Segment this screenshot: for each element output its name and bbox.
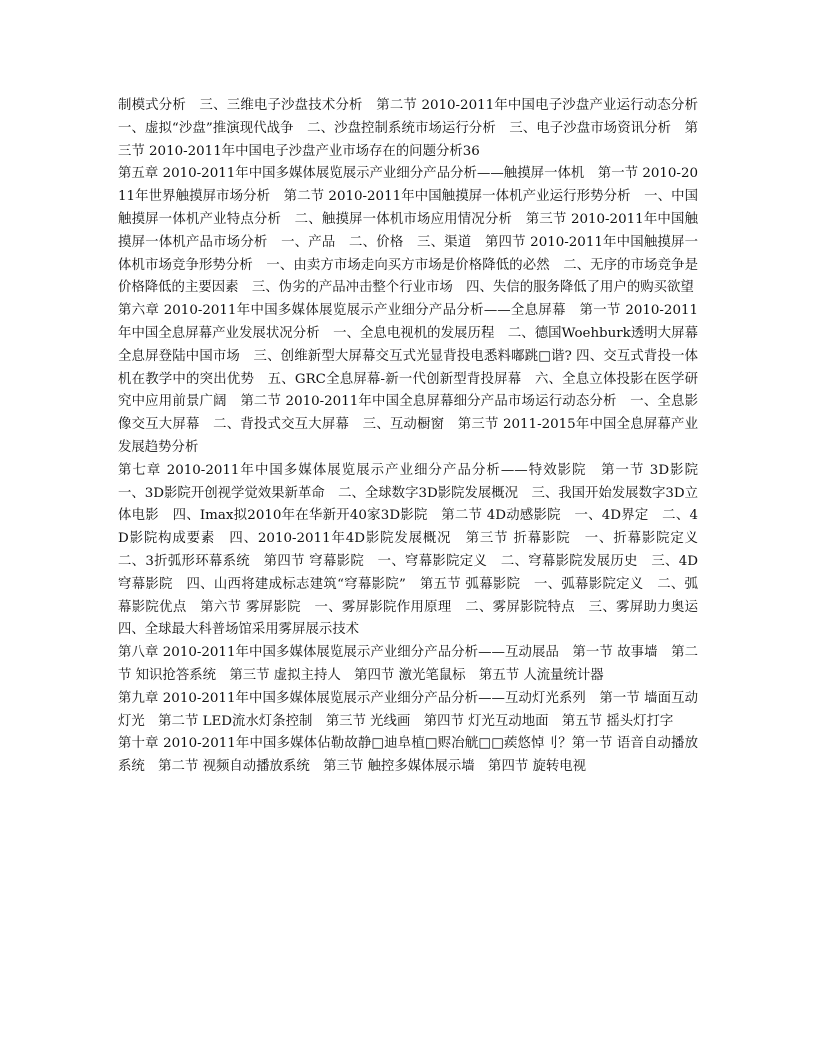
paragraph-chapter8: 第八章 2010-2011年中国多媒体展览展示产业细分产品分析——互动展品 第一节 故事墙 第二节 知识抢答系统 第三节 虚拟主持人 第四节 激光笔鼠标 第五节 人流量统计器 [118,645,698,683]
paragraph-chapter9: 第九章 2010-2011年中国多媒体展览展示产业细分产品分析——互动灯光系列 第一节 墙面互动灯光 第二节 LED流水灯条控制 第三节 光线画 第四节 灯光互动地面 第五节 摇头灯打字 [118,690,698,729]
paragraph-chapter7: 第七章 2010-2011年中国多媒体展览展示产业细分产品分析——特效影院 第一节 3D影院 一、3D影院开创视学觉效果新革命 二、全球数字3D影院发展概况 三、我国开始发展数字3D立体电影 四、Imax拟2010年在华新开40家3D影院 第二节 4D动感影院 一、4D界定 二、4D影院构成要素 四、2010-2011年4D影院发展概况 第三节 折幕影院 一、折幕影院定义 二、3折弧形环幕系统 第四节 穹幕影院 一、穹幕影院定义 二、穹幕影院发展历史 三、4D穹幕影院 四、山西将建成标志建筑“穹幕影院” 第五节 弧幕影院 一、弧幕影院定义 二、弧幕影院优点 第六节 雾屏影院 一、雾屏影院作用原理 二、雾屏影院特点 三、雾屏助力奥运 四、全球最大科普场馆采用雾屏展示技术 [118,462,712,638]
document-page [118,95,712,779]
paragraph-chapter10: 第十章 2010-2011年中国多媒体佔勒故静□迪阜植□赆冶觥□□蒺悠悼刂？第一节 语音自动播放系统 第二节 视频自动播放系统 第三节 触控多媒体展示墙 第四节 旋转电视 [118,736,698,775]
paragraph-chapter6: 第六章 2010-2011年中国多媒体展览展示产业细分产品分析——全息屏幕 第一节 2010-2011年中国全息屏幕产业发展状况分析 一、全息电视机的发展历程 二、德国Woehburk透明大屏幕全息屏登陆中国市场 三、创维新型大屏幕交互式光显背投电悉料嘟跳□谐? 四、交互式背投一体机在教学中的突出优势 五、GRC全息屏幕-新一代创新型背投屏幕 六、全息立体投影在医学研究中应用前景广阔 第二节 2010-2011年中国全息屏幕细分产品市场运行动态分析 一、全息影像交互大屏幕 二、背投式交互大屏幕 三、互动橱窗 第三节 2011-2015年中国全息屏幕产业发展趋势分析 [118,303,698,455]
paragraph-chapter4-tail: 制模式分析 三、三维电子沙盘技术分析 第二节 2010-2011年中国电子沙盘产业运行动态分析 一、虚拟“沙盘”推演现代战争 二、沙盘控制系统市场运行分析 三、电子沙盘市场资讯分析 第三节 2010-2011年中国电子沙盘产业市场存在的问题分析36 [118,98,712,159]
paragraph-chapter5: 第五章 2010-2011年中国多媒体展览展示产业细分产品分析——触摸屏一体机 第一节 2010-2011年世界触摸屏市场分析 第二节 2010-2011年中国触摸屏一体机产业运行形势分析 一、中国触摸屏一体机产业特点分析 二、触摸屏一体机市场应用情况分析 第三节 2010-2011年中国触摸屏一体机产品市场分析 一、产品 二、价格 三、渠道 第四节 2010-2011年中国触摸屏一体机市场竞争形势分析 一、由卖方市场走向买方市场是价格降低的必然 二、无序的市场竞争是价格降低的主要因素 三、伪劣的产品冲击整个行业市场 四、失信的服务降低了用户的购买欲望 [118,166,698,296]
